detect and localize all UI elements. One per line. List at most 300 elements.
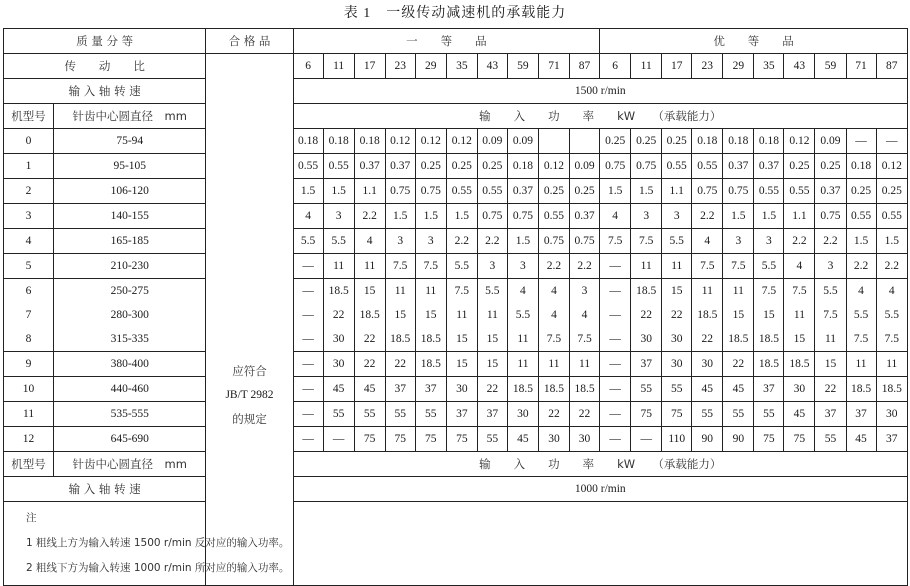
ratio-superior-29: 29: [723, 54, 754, 79]
power-superior-cell: 22: [662, 303, 692, 327]
ratio-superior-43: 43: [784, 54, 815, 79]
power-superior-cell: 22: [692, 327, 723, 352]
power-superior-cell: 55: [631, 377, 662, 402]
power-superior-cell: 3: [723, 229, 754, 254]
power-superior-cell: 0.25: [600, 129, 631, 154]
power-first-cell: 22: [323, 303, 354, 327]
ratio-superior-87: 87: [876, 54, 907, 79]
ratio-label: 传 动 比: [4, 54, 206, 79]
notes-cell: [4, 502, 908, 586]
power-superior-cell: 7.5: [631, 229, 662, 254]
power-superior-cell: 1.5: [723, 204, 754, 229]
power-superior-cell: 0.18: [754, 129, 784, 154]
power-superior-cell: 90: [723, 427, 754, 452]
pin-circle-diameter: 440-460: [54, 377, 206, 402]
pin-circle-label-bottom: 针齿中心圆直径 mm: [54, 452, 206, 477]
power-superior-cell: —: [600, 254, 631, 279]
power-first-cell: 11: [477, 303, 507, 327]
power-superior-cell: 0.75: [692, 179, 723, 204]
power-superior-cell: 45: [723, 377, 754, 402]
model-number: 7: [4, 303, 54, 327]
conform-line-2: JB/T 2982: [225, 388, 274, 401]
power-first-cell: 22: [385, 352, 415, 377]
power-superior-cell: 11: [723, 279, 754, 304]
power-first-cell: 0.18: [323, 129, 354, 154]
model-number: 8: [4, 327, 54, 352]
first-class-header: 一 等 品: [293, 29, 600, 54]
power-superior-cell: 7.5: [815, 303, 846, 327]
model-number: 4: [4, 229, 54, 254]
power-superior-cell: 55: [723, 402, 754, 427]
pin-circle-diameter: 380-400: [54, 352, 206, 377]
power-first-cell: 2.2: [538, 254, 569, 279]
power-first-cell: 18.5: [507, 377, 538, 402]
power-superior-cell: 45: [846, 427, 876, 452]
conform-line-3: 的规定: [232, 411, 267, 426]
input-speed-label-bottom: 输 入 轴 转 速: [4, 477, 206, 502]
power-first-cell: 11: [569, 352, 599, 377]
power-first-cell: —: [293, 377, 323, 402]
power-superior-cell: 37: [876, 427, 907, 452]
power-first-cell: 0.75: [477, 204, 507, 229]
power-first-cell: 3: [323, 204, 354, 229]
power-superior-cell: 0.55: [662, 154, 692, 179]
input-power-label-bottom: 输 入 功 率 kW （承载能力）: [293, 452, 907, 477]
power-first-cell: 22: [354, 352, 385, 377]
power-superior-cell: 75: [784, 427, 815, 452]
power-superior-cell: 18.5: [723, 327, 754, 352]
power-superior-cell: 0.37: [723, 154, 754, 179]
table-row: [4, 154, 908, 179]
power-superior-cell: 11: [876, 352, 907, 377]
power-first-cell: 0.55: [477, 179, 507, 204]
power-superior-cell: 3: [631, 204, 662, 229]
ratio-first-23: 23: [385, 54, 415, 79]
power-first-cell: 0.37: [354, 154, 385, 179]
power-superior-cell: 11: [662, 254, 692, 279]
power-first-cell: 0.37: [507, 179, 538, 204]
speed-1500-row: [4, 79, 908, 104]
power-superior-cell: 3: [754, 229, 784, 254]
power-superior-cell: 30: [631, 327, 662, 352]
power-first-cell: 18.5: [415, 327, 446, 352]
power-first-cell: 0.25: [569, 179, 599, 204]
power-first-cell: 15: [415, 303, 446, 327]
power-superior-cell: 0.18: [692, 129, 723, 154]
power-first-cell: 0.12: [415, 129, 446, 154]
table-row: [4, 402, 908, 427]
power-first-cell: 55: [323, 402, 354, 427]
power-superior-cell: 0.12: [876, 154, 907, 179]
ratio-first-43: 43: [477, 54, 507, 79]
power-superior-cell: 30: [692, 352, 723, 377]
power-first-cell: 5.5: [323, 229, 354, 254]
power-superior-cell: 1.5: [600, 179, 631, 204]
table-row: [4, 352, 908, 377]
model-number: 10: [4, 377, 54, 402]
power-first-cell: 75: [415, 427, 446, 452]
model-number: 0: [4, 129, 54, 154]
power-superior-cell: —: [600, 352, 631, 377]
power-first-cell: 37: [446, 402, 477, 427]
power-first-cell: 0.55: [446, 179, 477, 204]
ratio-superior-23: 23: [692, 54, 723, 79]
power-superior-cell: —: [600, 327, 631, 352]
power-superior-cell: 0.09: [815, 129, 846, 154]
ratio-row: [4, 54, 908, 79]
power-superior-cell: 0.37: [754, 154, 784, 179]
power-first-cell: 30: [446, 377, 477, 402]
power-first-cell: 3: [477, 254, 507, 279]
power-first-cell: 55: [477, 427, 507, 452]
power-superior-cell: 3: [815, 254, 846, 279]
power-first-cell: 4: [293, 204, 323, 229]
ratio-first-87: 87: [569, 54, 599, 79]
power-first-cell: 11: [323, 254, 354, 279]
power-first-cell: 4: [569, 303, 599, 327]
power-first-cell: [538, 129, 569, 154]
power-superior-cell: 18.5: [784, 352, 815, 377]
power-first-cell: 18.5: [538, 377, 569, 402]
power-first-cell: 1.5: [415, 204, 446, 229]
power-first-cell: 0.55: [538, 204, 569, 229]
power-superior-cell: 0.55: [692, 154, 723, 179]
power-first-cell: 30: [323, 327, 354, 352]
power-first-cell: 11: [415, 279, 446, 304]
power-superior-cell: 0.12: [784, 129, 815, 154]
power-first-cell: —: [293, 327, 323, 352]
power-superior-cell: —: [600, 377, 631, 402]
power-superior-cell: 0.55: [846, 204, 876, 229]
power-superior-cell: 30: [876, 402, 907, 427]
pin-circle-diameter: 315-335: [54, 327, 206, 352]
power-first-cell: 75: [446, 427, 477, 452]
power-superior-cell: 18.5: [846, 377, 876, 402]
ratio-first-6: 6: [293, 54, 323, 79]
table-row: [4, 229, 908, 254]
power-first-cell: 45: [354, 377, 385, 402]
power-superior-cell: 0.25: [876, 179, 907, 204]
power-first-cell: 18.5: [323, 279, 354, 304]
power-superior-cell: 7.5: [600, 229, 631, 254]
power-first-cell: 30: [507, 402, 538, 427]
power-first-cell: 0.12: [385, 129, 415, 154]
ratio-first-35: 35: [446, 54, 477, 79]
power-first-cell: 1.5: [446, 204, 477, 229]
power-superior-cell: 4: [692, 229, 723, 254]
power-first-cell: 0.09: [569, 154, 599, 179]
power-first-cell: 0.12: [446, 129, 477, 154]
power-first-cell: 7.5: [415, 254, 446, 279]
power-first-cell: [569, 129, 599, 154]
quality-grade-header: 质 量 分 等: [4, 29, 206, 54]
power-superior-cell: 1.1: [784, 204, 815, 229]
power-first-cell: 0.75: [415, 179, 446, 204]
power-superior-cell: 18.5: [754, 352, 784, 377]
power-superior-cell: 15: [754, 303, 784, 327]
power-first-cell: 0.75: [385, 179, 415, 204]
power-first-cell: 0.18: [507, 154, 538, 179]
power-first-cell: 3: [385, 229, 415, 254]
table-row: [4, 327, 908, 352]
load-capacity-table: [3, 28, 908, 586]
power-superior-cell: 0.18: [723, 129, 754, 154]
power-superior-cell: 0.25: [784, 154, 815, 179]
power-first-cell: 1.5: [293, 179, 323, 204]
power-first-cell: 11: [446, 303, 477, 327]
power-superior-cell: 4: [600, 204, 631, 229]
power-first-cell: 5.5: [507, 303, 538, 327]
power-header-row-top: [4, 104, 908, 129]
model-number: 3: [4, 204, 54, 229]
power-superior-cell: 22: [815, 377, 846, 402]
power-first-cell: 1.1: [354, 179, 385, 204]
power-superior-cell: 2.2: [846, 254, 876, 279]
power-first-cell: 37: [385, 377, 415, 402]
power-superior-cell: 37: [846, 402, 876, 427]
power-first-cell: 3: [507, 254, 538, 279]
power-first-cell: 0.18: [293, 129, 323, 154]
power-first-cell: 30: [569, 427, 599, 452]
power-superior-cell: —: [846, 129, 876, 154]
power-superior-cell: —: [600, 402, 631, 427]
power-superior-cell: 0.75: [600, 154, 631, 179]
power-superior-cell: 55: [815, 427, 846, 452]
speed-1000-row: [4, 477, 908, 502]
ratio-first-11: 11: [323, 54, 354, 79]
power-superior-cell: 37: [631, 352, 662, 377]
superior-header: 优 等 品: [600, 29, 908, 54]
power-superior-cell: 0.25: [662, 129, 692, 154]
power-superior-cell: 15: [815, 352, 846, 377]
power-first-cell: 18.5: [569, 377, 599, 402]
power-superior-cell: 7.5: [723, 254, 754, 279]
power-first-cell: —: [293, 279, 323, 304]
table-row: [4, 303, 908, 327]
power-superior-cell: 90: [692, 427, 723, 452]
grade-header-row: [4, 29, 908, 54]
power-first-cell: 0.55: [293, 154, 323, 179]
speed-1000-value: 1000 r/min: [293, 477, 907, 502]
ratio-superior-17: 17: [662, 54, 692, 79]
power-superior-cell: 11: [631, 254, 662, 279]
power-superior-cell: 2.2: [692, 204, 723, 229]
power-first-cell: 15: [385, 303, 415, 327]
power-first-cell: 11: [507, 352, 538, 377]
power-first-cell: 4: [538, 279, 569, 304]
model-number: 2: [4, 179, 54, 204]
power-first-cell: 45: [507, 427, 538, 452]
power-superior-cell: 7.5: [784, 279, 815, 304]
ratio-first-17: 17: [354, 54, 385, 79]
power-first-cell: 0.55: [323, 154, 354, 179]
power-first-cell: —: [293, 427, 323, 452]
power-superior-cell: 0.25: [846, 179, 876, 204]
power-first-cell: 0.09: [507, 129, 538, 154]
power-superior-cell: 0.37: [815, 179, 846, 204]
power-first-cell: 37: [415, 377, 446, 402]
power-first-cell: 0.25: [446, 154, 477, 179]
power-superior-cell: 45: [692, 377, 723, 402]
power-first-cell: 15: [446, 327, 477, 352]
power-superior-cell: 30: [662, 352, 692, 377]
power-first-cell: 3: [415, 229, 446, 254]
power-superior-cell: —: [600, 279, 631, 304]
power-superior-cell: 7.5: [846, 327, 876, 352]
power-superior-cell: 55: [692, 402, 723, 427]
power-first-cell: 45: [323, 377, 354, 402]
power-superior-cell: 15: [723, 303, 754, 327]
power-superior-cell: —: [600, 427, 631, 452]
pin-circle-diameter: 280-300: [54, 303, 206, 327]
power-first-cell: 18.5: [385, 327, 415, 352]
power-superior-cell: 5.5: [846, 303, 876, 327]
power-superior-cell: 15: [784, 327, 815, 352]
power-superior-cell: 3: [662, 204, 692, 229]
power-first-cell: 11: [385, 279, 415, 304]
note-item: 1 粗线上方为输入转速 1500 r/min 反对应的输入功率。: [26, 537, 290, 549]
power-superior-cell: —: [876, 129, 907, 154]
power-first-cell: 30: [323, 352, 354, 377]
power-superior-cell: 15: [662, 279, 692, 304]
power-superior-cell: 5.5: [815, 279, 846, 304]
conform-line-1: 应符合: [232, 363, 267, 378]
power-superior-cell: 0.75: [723, 179, 754, 204]
table-row: [4, 377, 908, 402]
power-superior-cell: 5.5: [876, 303, 907, 327]
power-first-cell: 18.5: [354, 303, 385, 327]
pin-circle-diameter: 140-155: [54, 204, 206, 229]
ratio-first-29: 29: [415, 54, 446, 79]
power-first-cell: 1.5: [385, 204, 415, 229]
power-first-cell: 1.5: [323, 179, 354, 204]
power-first-cell: 15: [477, 327, 507, 352]
power-superior-cell: 0.55: [754, 179, 784, 204]
power-first-cell: —: [293, 402, 323, 427]
note-item: 2 粗线下方为输入转速 1000 r/min 所对应的输入功率。: [26, 562, 290, 574]
power-first-cell: 55: [385, 402, 415, 427]
power-superior-cell: 22: [631, 303, 662, 327]
power-superior-cell: —: [631, 427, 662, 452]
power-first-cell: 15: [446, 352, 477, 377]
model-number: 9: [4, 352, 54, 377]
pin-circle-diameter: 535-555: [54, 402, 206, 427]
ratio-first-59: 59: [507, 54, 538, 79]
power-first-cell: 7.5: [385, 254, 415, 279]
power-superior-cell: 0.55: [784, 179, 815, 204]
power-superior-cell: 110: [662, 427, 692, 452]
power-superior-cell: 22: [723, 352, 754, 377]
power-first-cell: 2.2: [569, 254, 599, 279]
power-first-cell: 7.5: [538, 327, 569, 352]
power-first-cell: 75: [385, 427, 415, 452]
power-superior-cell: 1.5: [846, 229, 876, 254]
power-first-cell: 0.75: [507, 204, 538, 229]
power-superior-cell: —: [600, 303, 631, 327]
model-number: 5: [4, 254, 54, 279]
power-first-cell: 2.2: [477, 229, 507, 254]
notes-row: [4, 502, 908, 586]
power-superior-cell: 55: [662, 377, 692, 402]
model-label-top: 机型号: [4, 104, 54, 129]
power-first-cell: 0.12: [538, 154, 569, 179]
pin-circle-diameter: 106-120: [54, 179, 206, 204]
power-first-cell: 22: [354, 327, 385, 352]
power-superior-cell: 11: [784, 303, 815, 327]
power-superior-cell: 11: [846, 352, 876, 377]
power-superior-cell: 11: [815, 327, 846, 352]
power-superior-cell: 1.5: [754, 204, 784, 229]
power-superior-cell: 18.5: [692, 303, 723, 327]
power-superior-cell: 4: [784, 254, 815, 279]
power-first-cell: 18.5: [415, 352, 446, 377]
model-number: 6: [4, 279, 54, 304]
table-row: [4, 204, 908, 229]
power-superior-cell: 7.5: [754, 279, 784, 304]
power-first-cell: 2.2: [354, 204, 385, 229]
power-first-cell: 37: [477, 402, 507, 427]
power-superior-cell: 55: [754, 402, 784, 427]
ratio-superior-59: 59: [815, 54, 846, 79]
power-superior-cell: 37: [815, 402, 846, 427]
ratio-superior-6: 6: [600, 54, 631, 79]
power-first-cell: —: [293, 352, 323, 377]
power-first-cell: 4: [538, 303, 569, 327]
power-superior-cell: 2.2: [876, 254, 907, 279]
power-superior-cell: 75: [754, 427, 784, 452]
power-superior-cell: 1.5: [631, 179, 662, 204]
power-superior-cell: 4: [876, 279, 907, 304]
power-superior-cell: 75: [662, 402, 692, 427]
power-first-cell: 4: [354, 229, 385, 254]
table-row: [4, 279, 908, 304]
model-number: 1: [4, 154, 54, 179]
ratio-superior-11: 11: [631, 54, 662, 79]
power-first-cell: 7.5: [569, 327, 599, 352]
power-first-cell: —: [323, 427, 354, 452]
power-superior-cell: 11: [692, 279, 723, 304]
power-first-cell: 0.75: [569, 229, 599, 254]
power-superior-cell: 37: [754, 377, 784, 402]
power-superior-cell: 30: [662, 327, 692, 352]
power-superior-cell: 7.5: [692, 254, 723, 279]
pin-circle-diameter: 75-94: [54, 129, 206, 154]
table-title: 表 1 一级传动减速机的承载能力: [343, 6, 567, 21]
power-superior-cell: 30: [784, 377, 815, 402]
power-superior-cell: 0.55: [876, 204, 907, 229]
power-first-cell: 0.37: [385, 154, 415, 179]
table-row: [4, 254, 908, 279]
power-first-cell: 5.5: [293, 229, 323, 254]
speed-1500-value: 1500 r/min: [293, 79, 907, 104]
power-first-cell: 0.25: [415, 154, 446, 179]
notes-heading: 注: [26, 512, 37, 524]
power-first-cell: 11: [538, 352, 569, 377]
input-power-label-top: 输 入 功 率 kW （承载能力）: [293, 104, 907, 129]
ratio-superior-35: 35: [754, 54, 784, 79]
power-first-cell: 0.37: [569, 204, 599, 229]
ratio-superior-71: 71: [846, 54, 876, 79]
qualified-header: 合 格 品: [206, 29, 293, 54]
pin-circle-diameter: 210-230: [54, 254, 206, 279]
power-first-cell: 22: [569, 402, 599, 427]
power-first-cell: 15: [354, 279, 385, 304]
power-first-cell: 75: [354, 427, 385, 452]
power-first-cell: —: [293, 303, 323, 327]
power-superior-cell: 0.18: [846, 154, 876, 179]
power-first-cell: 11: [354, 254, 385, 279]
power-superior-cell: 1.5: [876, 229, 907, 254]
